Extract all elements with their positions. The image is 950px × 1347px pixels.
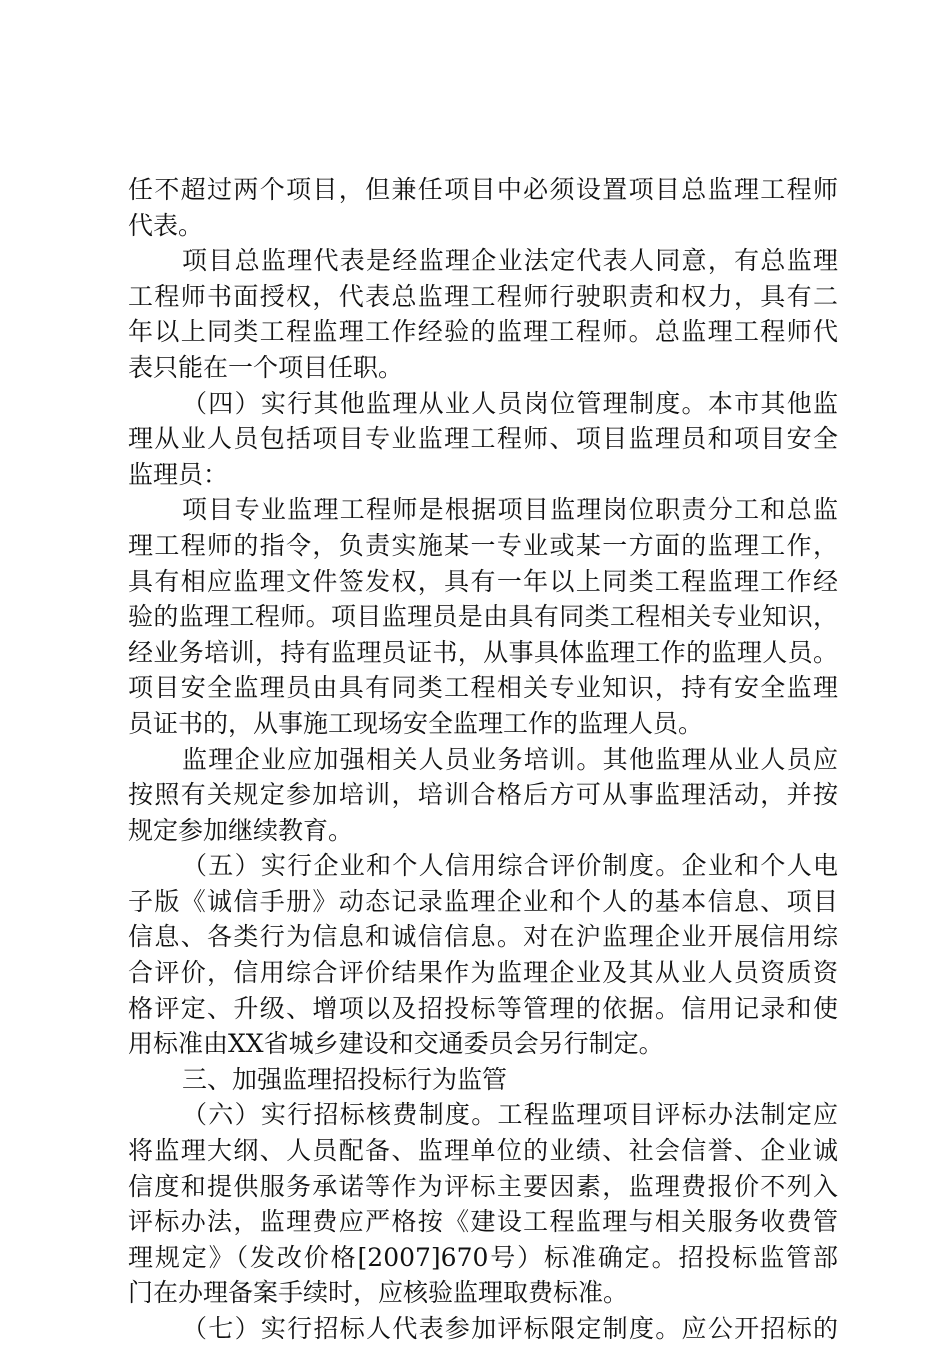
paragraph-2 xyxy=(128,243,838,385)
paragraph-3 xyxy=(128,386,838,493)
section-heading xyxy=(128,1062,838,1098)
text-line: 表只能在一个项目任职。 xyxy=(128,352,404,382)
text-line: 理规定》（发改价格[2007]670号）标准确定。招投标监管部 xyxy=(128,1242,838,1272)
text-line: 监理企业应加强相关人员业务培训。其他监理从业人员应 xyxy=(182,744,838,774)
text-line: 理工程师的指令，负责实施某一专业或某一方面的监理工作， xyxy=(128,530,838,560)
text-line: 规定参加继续教育。 xyxy=(128,815,354,845)
text-line: 三、加强监理招投标行为监管 xyxy=(182,1064,508,1094)
text-line: 员证书的，从事施工现场安全监理工作的监理人员。 xyxy=(128,708,704,738)
text-line: 门在办理备案手续时，应核验监理取费标准。 xyxy=(128,1278,629,1308)
paragraph-5 xyxy=(128,742,838,849)
text-line: 格评定、升级、增项以及招投标等管理的依据。信用记录和使 xyxy=(128,993,838,1023)
text-line: 经业务培训，持有监理员证书，从事具体监理工作的监理人员。 xyxy=(128,637,838,667)
text-line: 项目总监理代表是经监理企业法定代表人同意，有总监理 xyxy=(182,246,838,276)
paragraph-1 xyxy=(128,172,838,243)
text-line: （四）实行其他监理从业人员岗位管理制度。本市其他监 xyxy=(182,388,838,418)
text-line: 按照有关规定参加培训，培训合格后方可从事监理活动，并按 xyxy=(128,780,838,810)
text-line: 子版《诚信手册》动态记录监理企业和个人的基本信息、项目 xyxy=(128,886,838,916)
paragraph-4 xyxy=(128,492,838,741)
text-line: 代表。 xyxy=(128,210,204,240)
text-line: 监理员： xyxy=(128,459,229,489)
text-line: 年以上同类工程监理工作经验的监理工程师。总监理工程师代 xyxy=(128,317,838,347)
text-line: 验的监理工程师。项目监理员是由具有同类工程相关专业知识， xyxy=(128,602,838,632)
text-line: 合评价，信用综合评价结果作为监理企业及其从业人员资质资 xyxy=(128,958,838,988)
text-line: 理从业人员包括项目专业监理工程师、项目监理员和项目安全 xyxy=(128,424,838,454)
text-line: 具有相应监理文件签发权，具有一年以上同类工程监理工作经 xyxy=(128,566,838,596)
text-line: 评标办法，监理费应严格按《建设工程监理与相关服务收费管 xyxy=(128,1207,838,1237)
text-line: 任不超过两个项目，但兼任项目中必须设置项目总监理工程师 xyxy=(128,175,838,204)
text-line: （六）实行招标核费制度。工程监理项目评标办法制定应 xyxy=(182,1100,838,1130)
document-body xyxy=(128,172,838,1347)
paragraph-6 xyxy=(128,848,838,1062)
paragraph-8 xyxy=(128,1097,838,1311)
paragraph-9 xyxy=(128,1311,838,1347)
text-line: 信度和提供服务承诺等作为评标主要因素，监理费报价不列入 xyxy=(128,1171,838,1201)
text-line: 信息、各类行为信息和诚信信息。对在沪监理企业开展信用综 xyxy=(128,922,838,952)
text-line: 用标准由XX省城乡建设和交通委员会另行制定。 xyxy=(128,1029,664,1059)
text-line: 工程师书面授权，代表总监理工程师行驶职责和权力，具有二 xyxy=(128,281,838,311)
text-line: （五）实行企业和个人信用综合评价制度。企业和个人电 xyxy=(182,851,838,881)
text-line: 项目安全监理员由具有同类工程相关专业知识，持有安全监理 xyxy=(128,673,838,703)
text-line: 将监理大纲、人员配备、监理单位的业绩、社会信誉、企业诚 xyxy=(128,1136,838,1166)
text-line: （七）实行招标人代表参加评标限定制度。应公开招标的 xyxy=(182,1314,838,1343)
text-line: 项目专业监理工程师是根据项目监理岗位职责分工和总监 xyxy=(182,495,838,525)
